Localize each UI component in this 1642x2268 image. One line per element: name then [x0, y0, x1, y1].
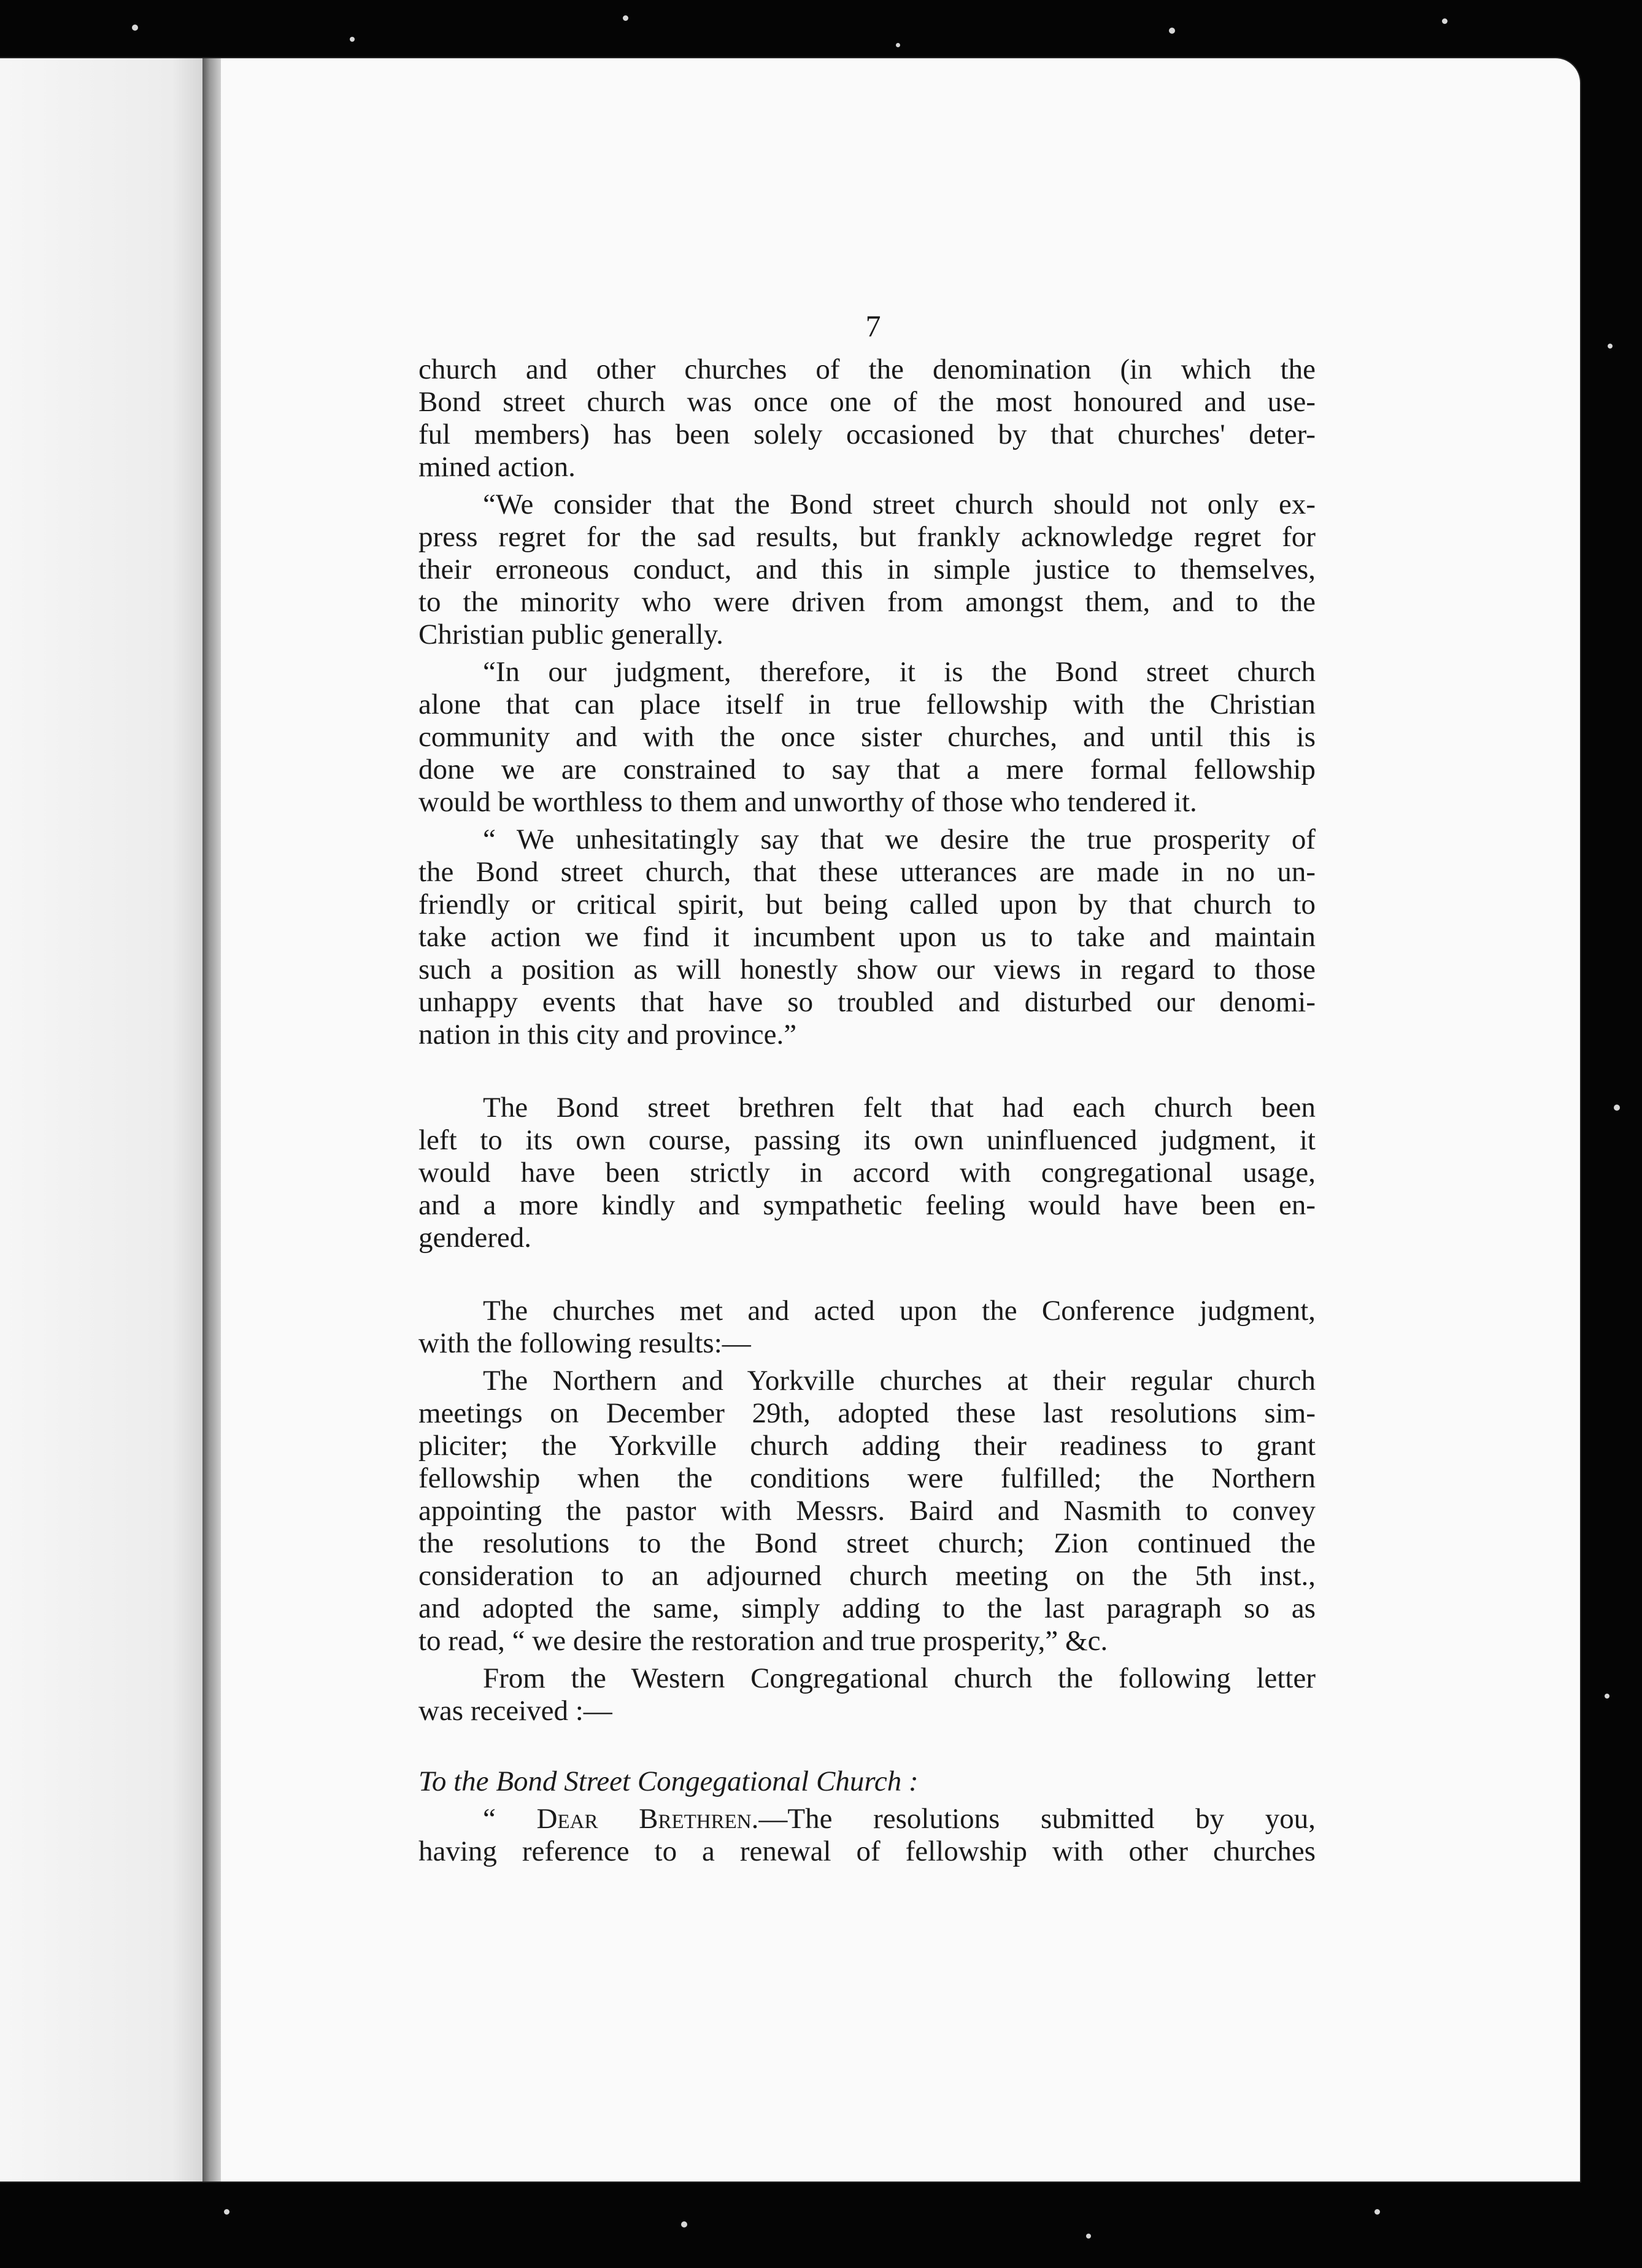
scan-speck: [1605, 1694, 1609, 1699]
text-line: “We consider that the Bond street church should not only ex-: [483, 488, 1316, 520]
scan-speck: [623, 15, 628, 21]
text-line: to the minority who were driven from amongst them, and to the: [418, 586, 1316, 618]
text-line: done we are constrained to say that a mere formal fellowship: [418, 754, 1316, 785]
text-line: unhappy events that have so troubled and disturbed our denomi-: [418, 986, 1316, 1018]
text-line: The Northern and Yorkville churches at their regular church: [483, 1365, 1316, 1397]
letter-opening: “ Dear Brethren.: [483, 1803, 759, 1835]
document-page: [0, 58, 1580, 2181]
text-line: The Bond street brethren felt that had each church been: [483, 1092, 1316, 1124]
scan-speck: [224, 2209, 229, 2215]
letter-body: [418, 1803, 1316, 1868]
scan-speck: [896, 43, 900, 47]
text-line: alone that can place itself in true fellowship with the Christian: [418, 688, 1316, 720]
text-line: would be worthless to them and unworthy of those who tendered it.: [418, 786, 1197, 818]
scan-speck: [681, 2221, 687, 2228]
paragraph: [418, 824, 1316, 1051]
text-line: “In our judgment, therefore, it is the Bond street church: [483, 656, 1316, 688]
text-line: press regret for the sad results, but frankly acknowledge regret for: [418, 521, 1316, 553]
text-line: fellowship when the conditions were fulfilled; the Northern: [418, 1462, 1316, 1494]
text-line: to read, “ we desire the restoration and true prosperity,” &c.: [418, 1625, 1108, 1657]
text-line: take action we find it incumbent upon us to take and maintain: [418, 921, 1316, 953]
text-line: gendered.: [418, 1222, 531, 1254]
text-line: and a more kindly and sympathetic feeling would have been en-: [418, 1189, 1316, 1221]
scan-speck: [1169, 28, 1175, 34]
text-line: community and with the once sister churches, and until this is: [418, 721, 1316, 753]
scan-speck: [1608, 344, 1613, 349]
facing-page-edge: [0, 58, 202, 2181]
text-line: mined action.: [418, 451, 576, 483]
letter-line: —The resolutions submitted by you,: [758, 1803, 1316, 1835]
text-line: From the Western Congregational church the following letter: [483, 1662, 1316, 1694]
scan-speck: [132, 25, 138, 31]
paragraph: [418, 1295, 1316, 1360]
text-line: with the following results:—: [418, 1327, 751, 1359]
scan-speck: [350, 37, 355, 42]
text-line: consideration to an adjourned church meeting on the 5th inst.,: [418, 1560, 1316, 1592]
text-line: meetings on December 29th, adopted these last resolutions sim-: [418, 1397, 1316, 1429]
text-line: pliciter; the Yorkville church adding their readiness to grant: [418, 1430, 1316, 1462]
text-line: [418, 1803, 1316, 1835]
paragraph: [418, 1092, 1316, 1254]
text-line: the Bond street church, that these utterances are made in no un-: [418, 856, 1316, 888]
text-line: their erroneous conduct, and this in simple justice to themselves,: [418, 554, 1316, 585]
text-line: nation in this city and province.”: [418, 1019, 797, 1051]
text-line: friendly or critical spirit, but being called upon by that church to: [418, 889, 1316, 920]
scan-speck: [1374, 2209, 1380, 2215]
letter-salutation: To the Bond Street Congegational Church :: [418, 1765, 919, 1797]
text-line: The churches met and acted upon the Conference judgment,: [483, 1295, 1316, 1327]
paragraph: [418, 488, 1316, 651]
text-line: church and other churches of the denomination (in which the: [418, 353, 1316, 385]
scan-speck: [1086, 2234, 1091, 2239]
scan-speck: [1442, 18, 1447, 24]
text-line: would have been strictly in accord with congregational usage,: [418, 1157, 1316, 1189]
text-line: Bond street church was once one of the most honoured and use-: [418, 386, 1316, 418]
text-line: the resolutions to the Bond street church; Zion continued the: [418, 1527, 1316, 1559]
page-number: 7: [865, 309, 881, 343]
binding-gutter: [202, 58, 221, 2181]
paragraph: [418, 353, 1316, 484]
text-line: and adopted the same, simply adding to the last paragraph so as: [418, 1592, 1316, 1624]
text-line: was received :—: [418, 1695, 612, 1727]
page-text: [418, 310, 1316, 1868]
text-line: “ We unhesitatingly say that we desire the true prosperity of: [483, 824, 1316, 855]
paragraph: [418, 656, 1316, 819]
text-line: having reference to a renewal of fellowship with other churches: [418, 1835, 1316, 1867]
text-line: Christian public generally.: [418, 619, 723, 650]
paragraph: [418, 1662, 1316, 1727]
text-line: left to its own course, passing its own uninfluenced judgment, it: [418, 1124, 1316, 1156]
scan-speck: [1614, 1105, 1620, 1111]
text-line: appointing the pastor with Messrs. Baird and Nasmith to convey: [418, 1495, 1316, 1527]
text-line: ful members) has been solely occasioned by that churches' deter-: [418, 418, 1316, 450]
text-line: such a position as will honestly show our views in regard to those: [418, 954, 1316, 986]
paragraph: [418, 1365, 1316, 1657]
